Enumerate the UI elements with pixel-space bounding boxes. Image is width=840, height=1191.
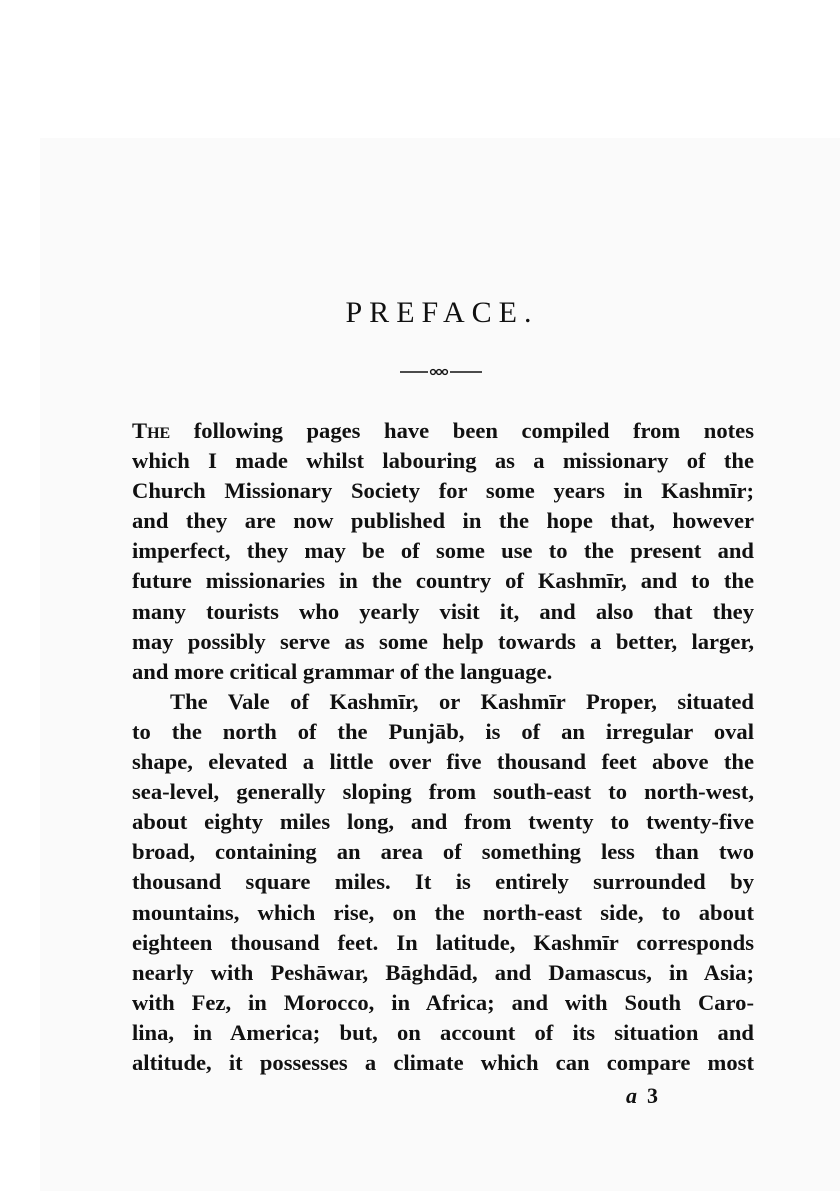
text-line: and more critical grammar of the language. <box>132 658 553 684</box>
page-title: PREFACE. <box>345 296 539 329</box>
text-line: which I made whilst labouring as a missionary of the <box>132 448 754 474</box>
text-line: about eighty miles long, and from twenty to twenty-five <box>132 809 754 835</box>
signature-letter: a <box>626 1083 637 1108</box>
text-line: lina, in America; but, on account of its situation and <box>132 1019 754 1045</box>
text-line: The following pages have been compiled from notes <box>132 418 754 443</box>
text-line: Church Missionary Society for some years in Kashmīr; <box>132 478 754 504</box>
preface-body <box>132 416 754 1078</box>
text-line: mountains, which rise, on the north-east side, to about <box>132 899 754 925</box>
text-line: with Fez, in Morocco, in Africa; and with South Caro- <box>132 989 754 1015</box>
text-line: imperfect, they may be of some use to the present and <box>132 538 754 564</box>
signature-number: 3 <box>647 1083 658 1108</box>
text-line: nearly with Peshāwar, Bāghdād, and Damascus, in Asia; <box>132 959 754 985</box>
text-line: altitude, it possesses a climate which can compare most <box>132 1049 754 1075</box>
text-line: broad, containing an area of something less than two <box>132 839 754 865</box>
text-line: thousand square miles. It is entirely surrounded by <box>132 869 754 895</box>
text-line: eighteen thousand feet. In latitude, Kashmīr corresponds <box>132 929 754 955</box>
text-line: many tourists who yearly visit it, and also that they <box>132 598 754 624</box>
signature-mark <box>626 1083 658 1109</box>
text-line: future missionaries in the country of Kashmīr, and to the <box>132 568 754 594</box>
swirl-rule-ornament <box>398 366 484 378</box>
text-line: to the north of the Punjāb, is of an irregular oval <box>132 718 754 744</box>
text-line: may possibly serve as some help towards a better, larger, <box>132 628 754 654</box>
first-word: The <box>132 418 171 443</box>
text-line: The Vale of Kashmīr, or Kashmīr Proper, situated <box>170 688 754 714</box>
text-line: sea-level, generally sloping from south-east to north-west, <box>132 779 754 805</box>
text-line: shape, elevated a little over five thousand feet above the <box>132 749 754 775</box>
text-line: and they are now published in the hope that, however <box>132 508 754 534</box>
